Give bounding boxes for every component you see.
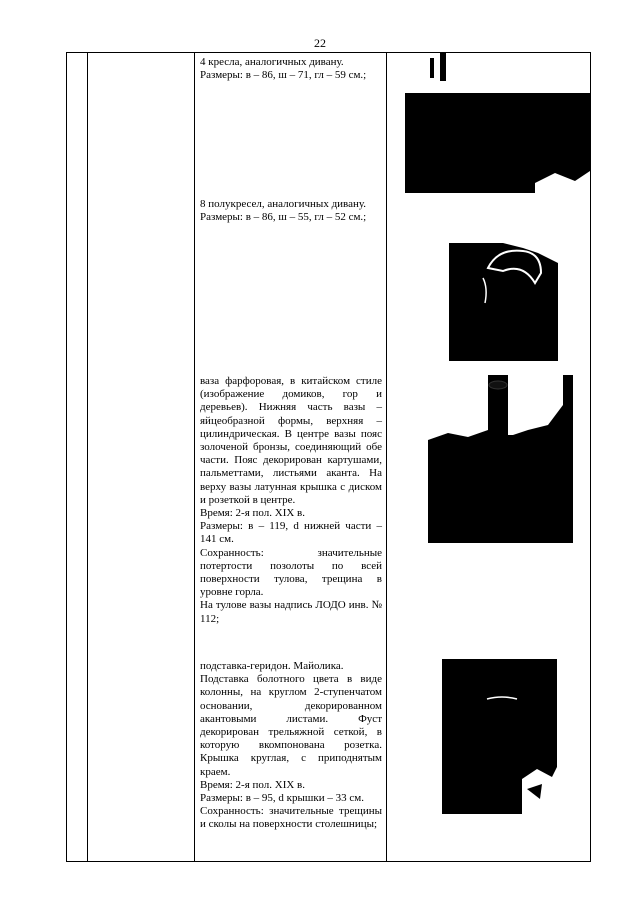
item-description: ваза фарфоровая, в китайском стиле (изображение домиков, гор и деревьев). Нижняя часть вазы – яйцеобразной формы, верхняя – цилиндрическая. В центре вазы пояс золоченой бронзы, соединяющий обе части. Пояс декорирован картушами, пальметтами, листьями аканта. На верху вазы латунная крышка с диском и розеткой в центре.: [200, 375, 382, 506]
item-inscription: На тулове вазы надпись ЛОДО инв. № 112;: [200, 599, 382, 625]
item-half-armchairs-text: [200, 198, 382, 224]
item-size: Размеры: в – 95, d крышки – 33 см.: [200, 792, 364, 805]
column-divider: [87, 53, 88, 861]
gueridon-photo: [442, 659, 557, 814]
item-description: 8 полукресел, аналогичных дивану.: [200, 198, 367, 210]
item-size: Размеры: в – 86, ш – 55, гл – 52 см.;: [200, 211, 367, 224]
item-condition: Сохранность: значительные потертости позолоты по всей поверхности тулова, трещина в уровне горла.: [200, 546, 382, 599]
armchair-photo: [405, 53, 590, 193]
item-time: Время: 2-я пол. XIX в.: [200, 507, 305, 520]
item-time: Время: 2-я пол. XIX в.: [200, 778, 305, 791]
inventory-table: [66, 52, 591, 862]
column-divider: [194, 53, 195, 861]
item-gueridon-text: [200, 660, 382, 832]
item-armchairs-text: [200, 56, 382, 82]
half-armchair-photo: [443, 243, 558, 361]
item-size: Размеры: в – 119, d нижней части – 141 см.: [200, 520, 382, 546]
item-description: подставка-геридон. Майолика.: [200, 660, 344, 672]
item-description: 4 кресла, аналогичных дивану.: [200, 56, 344, 68]
column-divider: [386, 53, 387, 861]
page-number: 22: [314, 36, 326, 50]
item-size: Размеры: в – 86, ш – 71, гл – 59 см.;: [200, 69, 367, 82]
item-details: Подставка болотного цвета в виде колонны, на круглом 2-ступенчатом основании, декорированном акантовыми листами. Фуст декорирован трельяжной сеткой, в которую вкомпонована розетка. Крышка круглая, с приподнятым краем.: [200, 673, 382, 778]
item-condition: Сохранность: значительные трещины и сколы на поверхности столешницы;: [200, 805, 382, 831]
item-vase-text: [200, 375, 382, 626]
vase-photo: [428, 375, 573, 543]
